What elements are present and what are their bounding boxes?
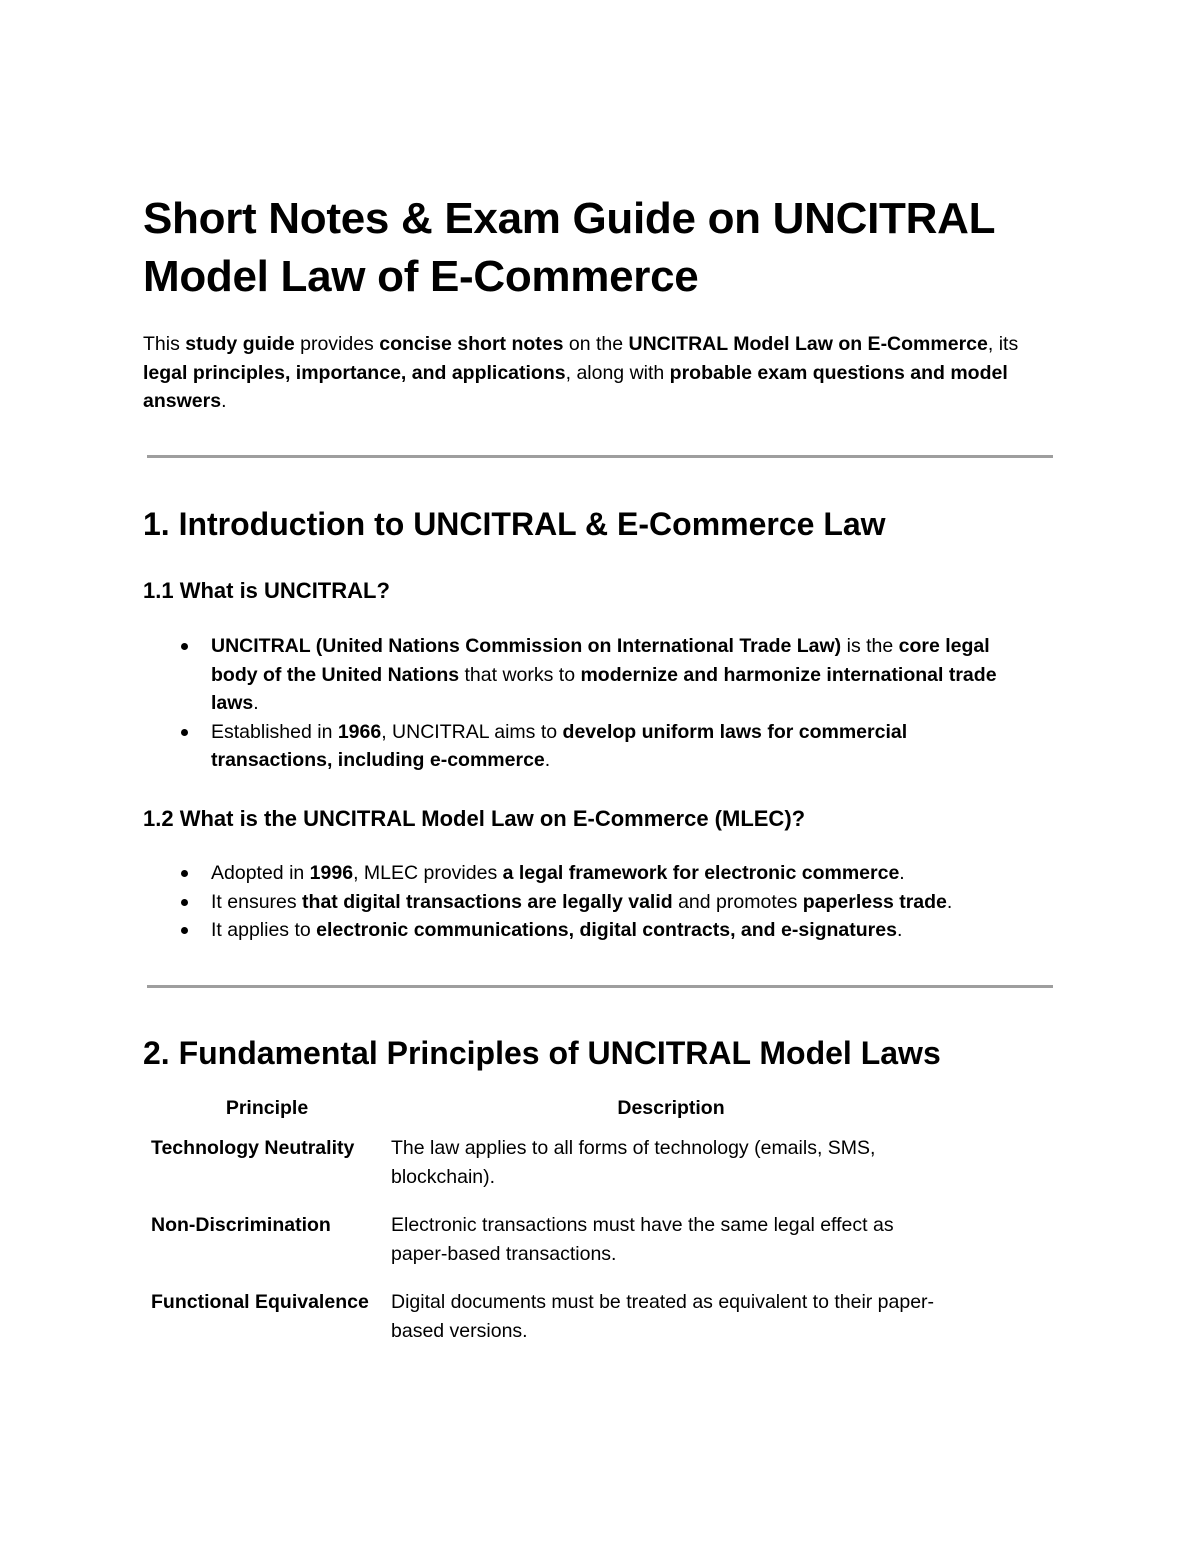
bullet-text: It applies to [211,919,317,941]
intro-text: This [143,333,186,355]
description-cell: Digital documents must be treated as equivalent to their paper-based versions. [391,1291,935,1342]
table-row [143,1288,951,1365]
bullet-bold: that digital transactions are legally valid [302,890,673,913]
intro-text: provides [294,333,380,355]
subsection-1-1-list [143,632,1043,775]
list-item [143,916,1021,945]
bullet-bold: modernize and harmonize international trade laws [211,663,997,714]
intro-text: on the [563,333,629,355]
bullet-bold: core legal body of the United Nations [211,635,990,686]
bullet-text: is the [841,635,899,657]
description-cell: Electronic transactions must have the same legal effect as paper-based transactions. [391,1214,894,1265]
section-1-heading: 1. Introduction to UNCITRAL & E-Commerce Law [143,506,886,542]
bullet-bold: develop uniform laws for commercial transactions, including e-commerce [211,720,908,771]
bullet-icon [181,729,188,736]
bullet-bold: paperless trade [802,890,947,913]
list-item [143,718,1021,775]
bullet-text: . [896,919,903,941]
bullet-text: . [253,692,259,714]
subsection-1-1-heading: 1.1 What is UNCITRAL? [143,578,390,603]
bullet-bold: UNCITRAL (United Nations Commission on International Trade Law) [211,635,842,657]
subsection-1-2-heading: 1.2 What is the UNCITRAL Model Law on E-Commerce (MLEC)? [143,806,806,831]
list-item [143,888,1021,917]
intro-bold: concise short notes [379,333,564,355]
bullet-text: . [946,890,953,913]
column-header-principle: Principle [225,1097,309,1119]
table-header-row [143,1094,951,1134]
bullet-text: Established in [211,720,338,743]
intro-bold: probable exam questions and model answers [143,361,1008,412]
bullet-bold: 1966 [337,720,382,743]
bullet-icon [181,643,188,650]
principles-table [143,1094,951,1365]
intro-bold: legal principles, importance, and applications [143,361,566,384]
description-cell: The law applies to all forms of technology (emails, SMS, blockchain). [391,1137,876,1188]
section-divider [147,985,1053,988]
section-2-heading: 2. Fundamental Principles of UNCITRAL Model Laws [143,1035,941,1071]
bullet-bold: a legal framework for electronic commerce [502,862,900,884]
bullet-text: , MLEC provides [353,862,503,884]
title-line-2: Model Law of E-Commerce [143,252,699,301]
bullet-icon [181,870,188,877]
section-divider [147,455,1053,458]
bullet-text: Adopted in [211,862,310,884]
document-content [143,190,1058,1342]
intro-bold: study guide [185,333,295,355]
table-row [143,1211,951,1288]
bullet-icon [181,927,188,934]
bullet-text: and promotes [672,890,803,913]
intro-text: , along with [565,361,670,384]
bullet-bold: electronic communications, digital contracts, and e-signatures [316,919,897,941]
column-header-description: Description [617,1097,725,1119]
principle-cell: Non-Discrimination [151,1214,331,1236]
bullet-text: that works to [459,663,581,686]
principle-cell: Technology Neutrality [151,1137,355,1159]
bullet-icon [181,899,188,906]
principle-cell: Functional Equivalence [151,1291,369,1313]
intro-text: , its [987,333,1019,355]
bullet-text: It ensures [211,890,303,913]
bullet-text: , UNCITRAL aims to [381,720,563,743]
intro-bold: UNCITRAL Model Law on E-Commerce [628,333,988,355]
list-item [143,632,1021,718]
table-row [143,1134,951,1211]
title-line-1: Short Notes & Exam Guide on UNCITRAL [143,194,996,243]
intro-text: . [221,390,227,412]
intro-paragraph [143,330,1058,416]
subsection-1-2-list [143,859,1043,945]
bullet-text: . [544,749,551,771]
bullet-bold: 1996 [309,862,354,884]
bullet-text: . [899,862,905,884]
list-item [143,859,1021,888]
document-title [143,190,1058,306]
